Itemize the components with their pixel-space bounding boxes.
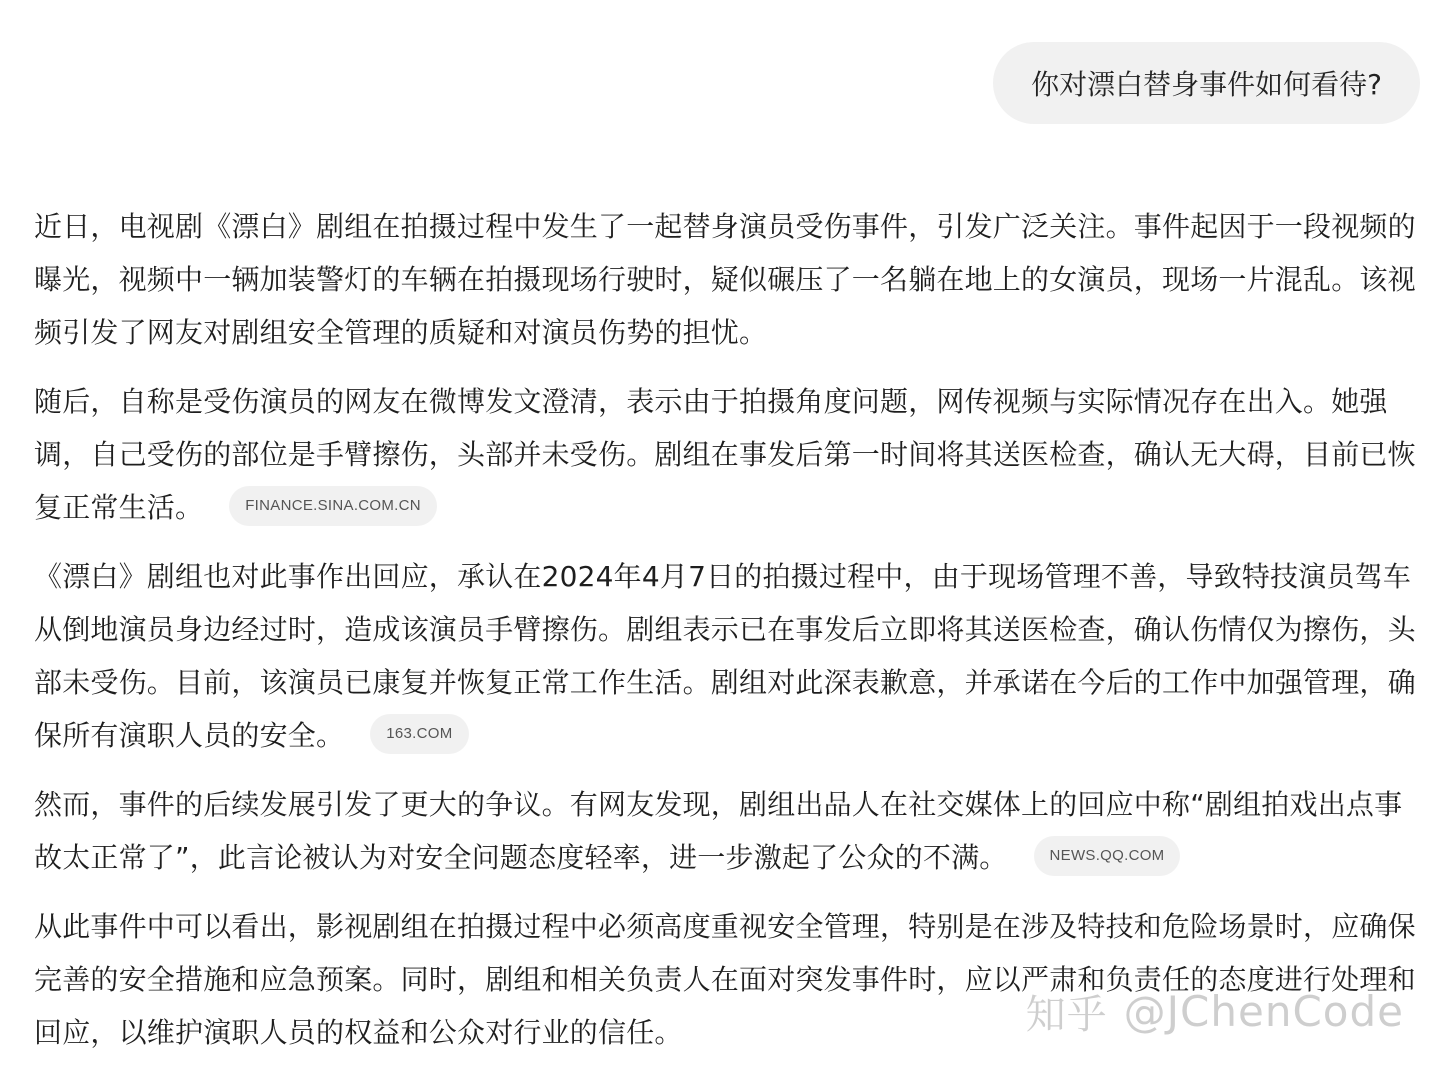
watermark-logo: 知乎 <box>1025 992 1108 1038</box>
answer-paragraph <box>34 200 1422 359</box>
paragraph-text: 然而，事件的后续发展引发了更大的争议。有网友发现，剧组出品人在社交媒体上的回应中称“剧组拍戏出点事故太正常了”，此言论被认为对安全问题态度轻率，进一步激起了公众的不满。 <box>34 788 1403 874</box>
paragraph-text: 随后，自称是受伤演员的网友在微博发文澄清，表示由于拍摄角度问题，网传视频与实际情况存在出入。她强调，自己受伤的部位是手臂擦伤，头部并未受伤。剧组在事发后第一时间将其送医检查，确认无大碍，目前已恢复正常生活。 <box>34 385 1416 524</box>
answer-paragraph <box>34 550 1422 762</box>
paragraph-text: 《漂白》剧组也对此事作出回应，承认在2024年4月7日的拍摄过程中，由于现场管理不善，导致特技演员驾车从倒地演员身边经过时，造成该演员手臂擦伤。剧组表示已在事发后立即将其送医检查，确认伤情仅为擦伤，头部未受伤。目前，该演员已康复并恢复正常工作生活。剧组对此深表歉意，并承诺在今后的工作中加强管理，确保所有演职人员的安全。 <box>34 560 1416 752</box>
source-citation-pill[interactable]: 163.COM <box>370 714 468 754</box>
answer-paragraph <box>34 375 1422 534</box>
answer-paragraph <box>34 778 1422 884</box>
paragraph-text: 从此事件中可以看出，影视剧组在拍摄过程中必须高度重视安全管理，特别是在涉及特技和危险场景时，应确保完善的安全措施和应急预案。同时，剧组和相关负责人在面对突发事件时，应以严肃和负责任的态度进行处理和回应，以维护演职人员的权益和公众对行业的信任。 <box>34 910 1416 1049</box>
user-message-text: 你对漂白替身事件如何看待? <box>1031 68 1382 101</box>
paragraph-text: 近日，电视剧《漂白》剧组在拍摄过程中发生了一起替身演员受伤事件，引发广泛关注。事件起因于一段视频的曝光，视频中一辆加装警灯的车辆在拍摄现场行驶时，疑似碾压了一名躺在地上的女演员，现场一片混乱。该视频引发了网友对剧组安全管理的质疑和对演员伤势的担忧。 <box>34 210 1416 349</box>
source-citation-pill[interactable]: NEWS.QQ.COM <box>1034 836 1181 876</box>
assistant-answer <box>34 200 1422 1075</box>
answer-paragraph <box>34 900 1422 1059</box>
watermark-handle: @JChenCode <box>1123 987 1404 1036</box>
user-message-bubble <box>993 42 1420 124</box>
source-citation-pill[interactable]: FINANCE.SINA.COM.CN <box>229 486 437 526</box>
